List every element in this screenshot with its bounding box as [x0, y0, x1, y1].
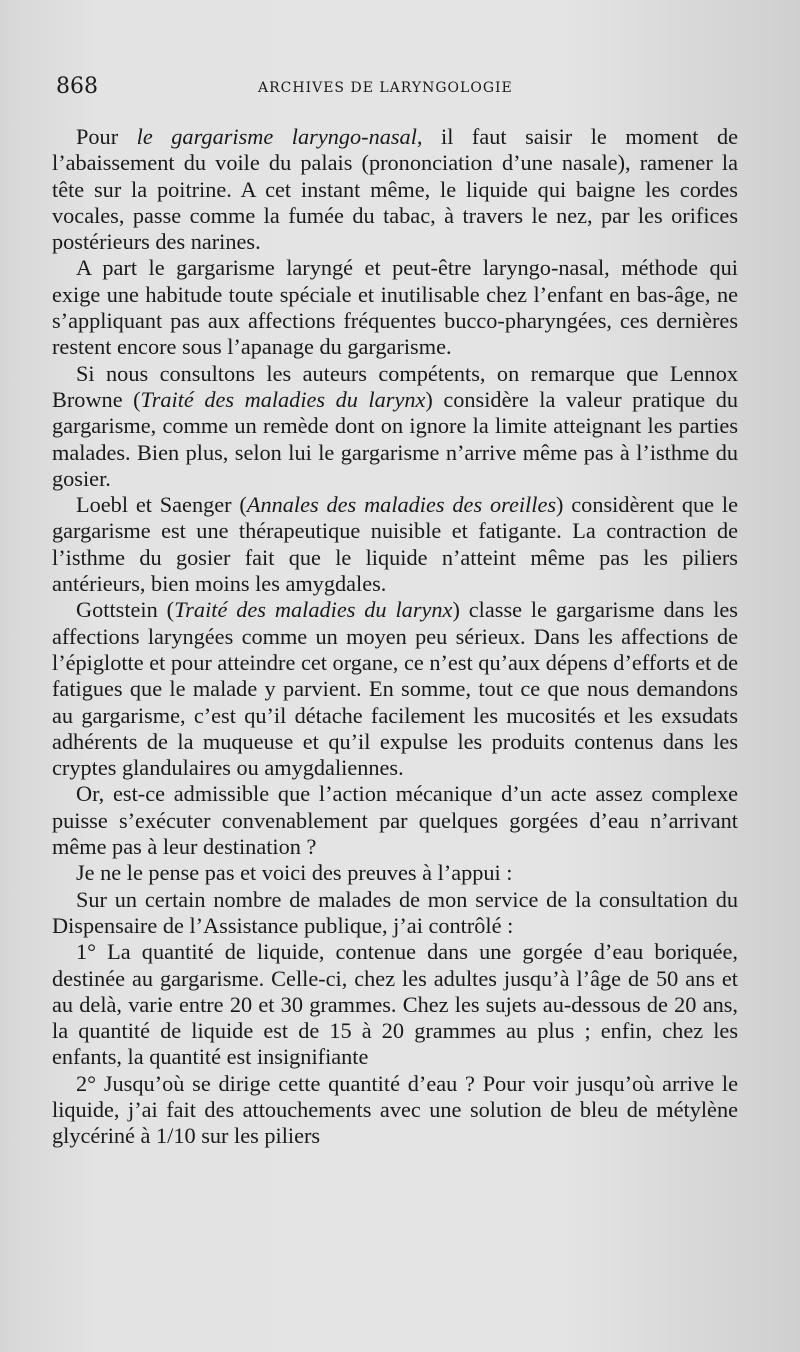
- paragraph-7: [52, 860, 738, 886]
- running-head: ARCHIVES DE LARYNGOLOGIE: [258, 80, 513, 96]
- italic-segment: Traité des maladies du larynx: [174, 597, 453, 623]
- paragraph-3: [52, 361, 738, 492]
- paragraph-9: [52, 939, 738, 1070]
- italic-segment: le gargarisme laryngo-nasal: [136, 124, 417, 149]
- text-segment: ) considère la valeur pratique du gargarisme, comme un remède dont on ignore la limite atteignant les parties malades. Bien plus, selon lui le gargarisme n’arrive même pas à l’isthme du gosier.: [52, 386, 739, 491]
- text-segment: Loebl et Saenger (: [76, 492, 247, 518]
- italic-segment: Traité des maladies du larynx: [140, 386, 426, 412]
- text-segment: ) classe le gargarisme dans les affections laryngées comme un moyen peu sérieux. Dans les affections de l’épiglotte et pour atteindre cet organe, ce n’est qu’aux dépens d’efforts et de fatigues que le malade y parvient. En somme, tout ce que nous demandons au gargarisme, c’est qu’il détache facilement les mucosités et les exsudats adhérents de la muqueuse et qu’il expulse les produits contenus dans les cryptes glandulaires ou amygdaliennes.: [52, 597, 738, 781]
- text-segment: Pour: [76, 124, 137, 149]
- page-header: [30, 74, 770, 104]
- body-text: [52, 124, 738, 1150]
- page-number: 868: [56, 74, 98, 99]
- text-segment: Gottstein (: [76, 597, 175, 623]
- paragraph-1: [52, 124, 738, 255]
- paragraph-6: [52, 781, 738, 860]
- paragraph-5: [52, 597, 738, 781]
- text-segment: Si nous consultons les auteurs compétents, on remarque que Lennox Browne (: [52, 360, 738, 412]
- text-segment: Je ne le pense pas et voici des preuves à l’appui :: [76, 860, 513, 886]
- text-segment: 2° Jusqu’où se dirige cette quantité d’eau ? Pour voir jusqu’où arrive le liquide, j’ai fait des attouchements avec une solution de bleu de métylène glycériné à 1/10 sur les piliers: [52, 1070, 738, 1149]
- paragraph-2: [52, 255, 738, 360]
- text-segment: , il faut saisir le moment de l’abaissement du voile du palais (prononciation d’une nasale), ramener la tête sur la poitrine. A cet instant même, le liquide qui baigne les cordes vocales, passe comme la fumée du tabac, à travers le nez, par les orifices postérieurs des narines.: [52, 124, 738, 255]
- text-segment: 1° La quantité de liquide, contenue dans une gorgée d’eau boriquée, destinée au gargarisme. Celle-ci, chez les adultes jusqu’à l’âge de 50 ans et au delà, varie entre 20 et 30 grammes. Chez les sujets au-dessous de 20 ans, la quantité de liquide est de 15 à 20 grammes au plus ; enfin, chez les enfants, la quantité est insignifiante: [52, 939, 738, 1070]
- italic-segment: Annales des maladies des oreilles: [246, 492, 557, 518]
- paragraph-4: [52, 492, 738, 597]
- text-segment: Sur un certain nombre de malades de mon service de la consultation du Dispensaire de l’Assistance publique, j’ai contrôlé :: [52, 886, 738, 938]
- text-segment: ) considèrent que le gargarisme est une thérapeutique nuisible et fatigante. La contraction de l’isthme du gosier fait que le liquide n’atteint même pas les piliers antérieurs, bien moins les amygdales.: [52, 492, 738, 597]
- paragraph-8: [52, 887, 738, 940]
- text-segment: Or, est-ce admissible que l’action mécanique d’un acte assez complexe puisse s’exécuter convenablement par quelques gorgées d’eau n’arrivant même pas à leur destination ?: [52, 781, 738, 860]
- paragraph-10: [52, 1071, 738, 1150]
- text-segment: A part le gargarisme laryngé et peut-être laryngo-nasal, méthode qui exige une habitude toute spéciale et inutilisable chez l’enfant en bas-âge, ne s’appliquant pas aux affections fréquentes bucco-pharyngées, ces dernières restent encore sous l’apanage du gargarisme.: [52, 255, 738, 360]
